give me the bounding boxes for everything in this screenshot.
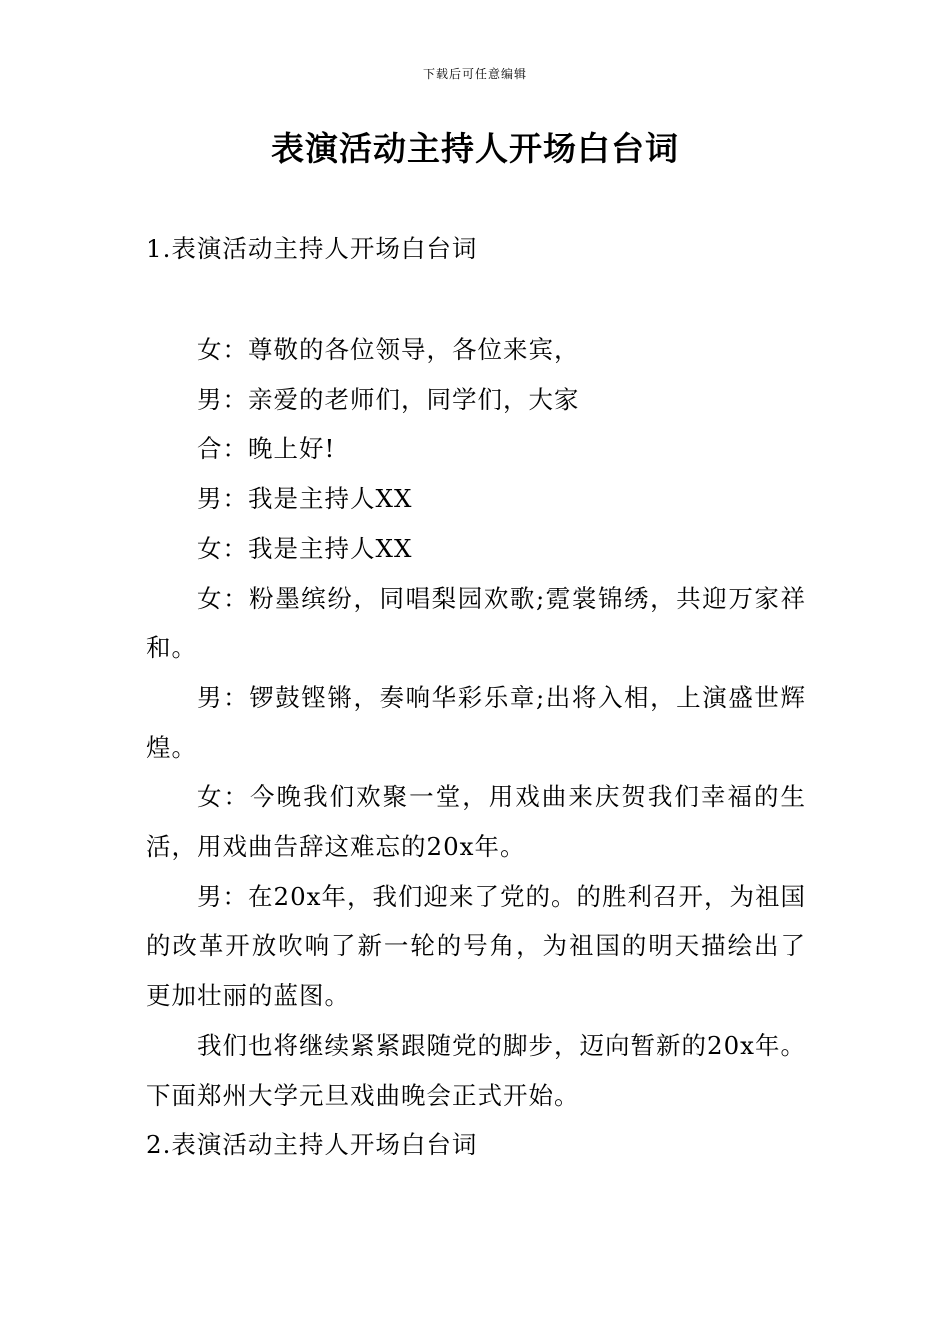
section-heading-2: 2.表演活动主持人开场白台词 bbox=[146, 1130, 478, 1159]
paragraph: 女：粉墨缤纷，同唱梨园欢歌;霓裳锦绣，共迎万家祥和。 bbox=[146, 583, 806, 663]
paragraph: 合：晚上好! bbox=[197, 434, 336, 464]
paragraph: 我们也将继续紧紧跟随党的脚步，迈向暂新的20x年。下面郑州大学元旦戏曲晚会正式开始。 bbox=[146, 1030, 806, 1110]
body-text bbox=[146, 325, 806, 1120]
paragraph: 男：在20x年，我们迎来了党的。的胜利召开，为祖国的改革开放吹响了新一轮的号角，为祖国的明天描绘出了更加壮丽的蓝图。 bbox=[146, 881, 806, 1011]
section-heading-1: 1.表演活动主持人开场白台词 bbox=[146, 234, 478, 263]
paragraph: 男：亲爱的老师们，同学们，大家 bbox=[197, 384, 580, 414]
paragraph: 女：今晚我们欢聚一堂，用戏曲来庆贺我们幸福的生活，用戏曲告辞这难忘的20x年。 bbox=[146, 782, 806, 862]
paragraph: 男：锣鼓铿锵，奏响华彩乐章;出将入相，上演盛世辉煌。 bbox=[146, 682, 806, 762]
paragraph: 女：尊敬的各位领导，各位来宾， bbox=[197, 335, 580, 364]
document-title: 表演活动主持人开场白台词 bbox=[271, 129, 679, 168]
paragraph: 女：我是主持人XX bbox=[197, 533, 413, 563]
header-note: 下载后可任意编辑 bbox=[422, 67, 527, 81]
paragraph: 男：我是主持人XX bbox=[197, 484, 413, 514]
